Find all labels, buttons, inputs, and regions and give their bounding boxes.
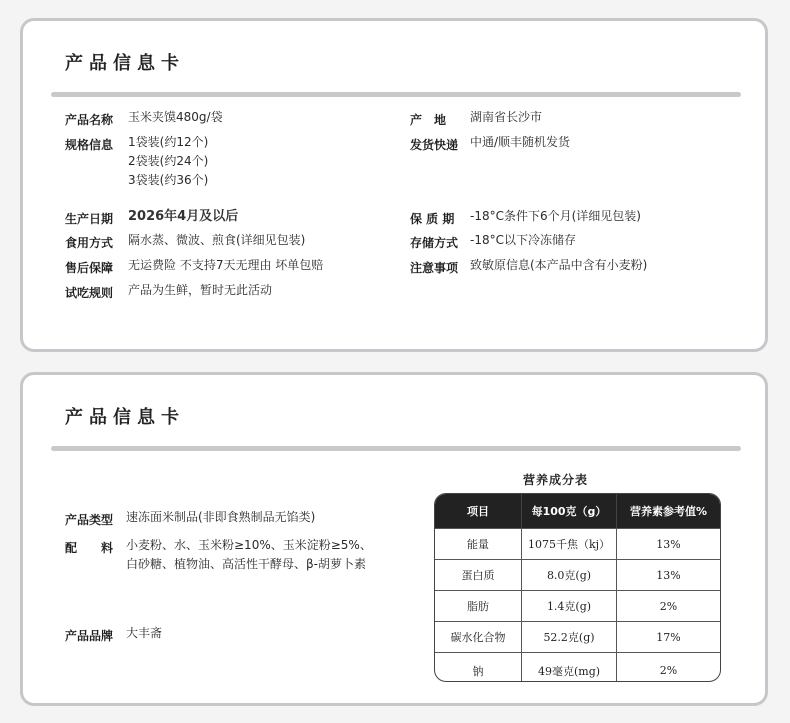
aftersale-label: 售后保障 [65, 261, 114, 275]
nutrient-name: 能量 [435, 529, 522, 559]
table-row [435, 590, 720, 621]
nutrient-amount: 49毫克(mg) [522, 653, 617, 682]
spec-value-1: 1袋装(约12个) [128, 135, 209, 149]
nutrient-amount: 8.0克(g) [522, 560, 617, 590]
nutrition-table-title: 营养成分表 [523, 473, 589, 487]
product-type-value: 速冻面米制品(非即食熟制品无馅类) [126, 510, 316, 524]
shelf-life-label: 保 质 期 [410, 212, 455, 226]
aftersale-value: 无运费险 不支持7天无理由 坏单包赔 [128, 258, 324, 272]
nutrient-nrv: 13% [656, 568, 681, 582]
storage-label: 存储方式 [410, 236, 459, 250]
product-info-card-1 [20, 18, 768, 352]
shelf-life-value: -18°C条件下6个月(详细见包装) [470, 209, 641, 223]
nutrient-nrv: 13% [656, 537, 681, 551]
nutrient-amount: 1.4克(g) [522, 591, 617, 621]
trial-label: 试吃规则 [65, 286, 114, 300]
production-date-label: 生产日期 [65, 212, 114, 226]
product-name-label: 产品名称 [65, 113, 114, 127]
nutrition-table [434, 493, 721, 682]
divider [51, 446, 741, 451]
product-name-value: 玉米夹馍480g/袋 [128, 110, 223, 124]
nutrient-name: 脂肪 [435, 591, 522, 621]
nutrient-name: 碳水化合物 [435, 622, 522, 652]
production-date-value: 2026年4月及以后 [128, 209, 239, 224]
divider [51, 92, 741, 97]
nutrient-nrv: 2% [659, 599, 678, 613]
brand-value: 大丰斋 [126, 626, 163, 640]
spec-value-2: 2袋装(约24个) [128, 154, 209, 168]
header-item: 项目 [435, 494, 522, 528]
nutrient-amount: 1075千焦（kj） [522, 529, 617, 559]
table-row [435, 528, 720, 559]
ingredients-value-2: 白砂糖、植物油、高活性干酵母、β-胡萝卜素 [126, 557, 366, 571]
usage-label: 食用方式 [65, 236, 114, 250]
nutrient-amount: 52.2克(g) [522, 622, 617, 652]
nutrient-name: 蛋白质 [435, 560, 522, 590]
trial-value: 产品为生鲜，暂时无此活动 [128, 283, 273, 297]
notice-value: 致敏原信息(本产品中含有小麦粉) [470, 258, 648, 272]
ingredients-label: 配 料 [65, 541, 114, 555]
header-per-100g: 每100克（g） [522, 494, 617, 528]
product-info-card-2 [20, 372, 768, 706]
shipping-value: 中通/顺丰随机发货 [470, 135, 571, 149]
nutrition-table-header [435, 494, 720, 528]
card-title: 产品信息卡 [65, 53, 185, 74]
table-row [435, 652, 720, 682]
ingredients-value-1: 小麦粉、水、玉米粉≥10%、玉米淀粉≥5%、 [126, 538, 372, 552]
nutrient-nrv: 2% [659, 664, 678, 677]
table-row [435, 559, 720, 590]
nutrient-name: 钠 [435, 653, 522, 682]
origin-value: 湖南省长沙市 [470, 110, 543, 124]
header-nrv: 营养素参考值% [629, 505, 708, 518]
card-title: 产品信息卡 [65, 407, 185, 428]
notice-label: 注意事项 [410, 261, 459, 275]
table-row [435, 621, 720, 652]
nutrient-nrv: 17% [656, 630, 681, 644]
spec-label: 规格信息 [65, 138, 114, 152]
origin-label: 产 地 [410, 113, 447, 127]
spec-value-3: 3袋装(约36个) [128, 173, 209, 187]
brand-label: 产品品牌 [65, 629, 114, 643]
shipping-label: 发货快递 [410, 138, 459, 152]
usage-value: 隔水蒸、微波、煎食(详细见包装) [128, 233, 306, 247]
product-type-label: 产品类型 [65, 513, 114, 527]
storage-value: -18°C以下冷冻储存 [470, 233, 576, 247]
